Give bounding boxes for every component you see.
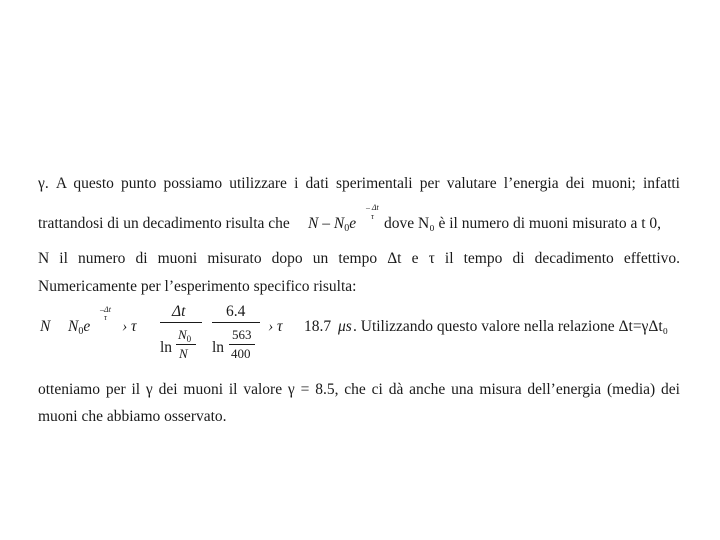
frac1-numerator: Δt xyxy=(172,303,186,320)
frac1-ln: ln xyxy=(160,339,173,356)
frac2-numerator: 6.4 xyxy=(226,303,246,320)
decay-exponent xyxy=(366,203,379,221)
decay-formula xyxy=(308,215,356,235)
formula-exponent: –Δt τ xyxy=(100,305,111,322)
formula-e: e xyxy=(349,215,357,232)
text-line-6: otteniamo per il γ dei muoni il valore γ = 8.5, che ci dà anche una misura dell’energia (media) dei xyxy=(38,381,680,398)
text-line-3: N il numero di muoni misurato dopo un tempo Δt e τ il tempo di decadimento effettivo. xyxy=(38,250,680,267)
frac2-inner-den: 400 xyxy=(231,346,251,361)
formula-minus: – xyxy=(322,215,330,232)
frac1-inner-num: $N_0$ xyxy=(178,327,192,344)
tau-value: 18.7 xyxy=(304,318,332,335)
frac1-inner-den: N xyxy=(179,346,188,361)
frac2-inner-num: 563 xyxy=(232,327,252,342)
tau-unit: μs xyxy=(338,318,352,335)
formula-n0-sub: 0 xyxy=(344,223,350,234)
frac1-bar xyxy=(160,322,202,323)
formula-n: N xyxy=(308,215,319,232)
text-line-1: γ. A questo punto possiamo utilizzare i dati sperimentali per valutare l’energia dei muoni; infatti xyxy=(38,175,680,192)
frac2-ln: ln xyxy=(212,339,225,356)
text-line-2-pre: trattandosi di un decadimento risulta che xyxy=(38,215,290,232)
formula-n0-left: N0e xyxy=(68,318,91,337)
text-line-7: muoni che abbiamo osservato. xyxy=(38,408,227,425)
exponent-num: – Δt xyxy=(366,203,379,212)
frac1-inner-bar xyxy=(176,344,196,345)
frac2-bar xyxy=(212,322,260,323)
formula-n-left: N xyxy=(40,318,51,335)
text-line-2-post: dove N₀ è il numero di muoni misurato a t 0, xyxy=(384,215,662,232)
arrow-tau-2: › τ xyxy=(268,318,283,335)
text-line-4: Numericamente per l’esperimento specifico risulta: xyxy=(38,278,357,295)
exponent-den: τ xyxy=(370,212,374,221)
arrow-tau-1: › τ xyxy=(122,318,137,335)
frac2-inner-bar xyxy=(229,344,255,345)
text-line-5-after: . Utilizzando questo valore nella relazione Δt=γΔt₀ xyxy=(353,318,669,335)
formula-n0: N xyxy=(333,215,345,232)
